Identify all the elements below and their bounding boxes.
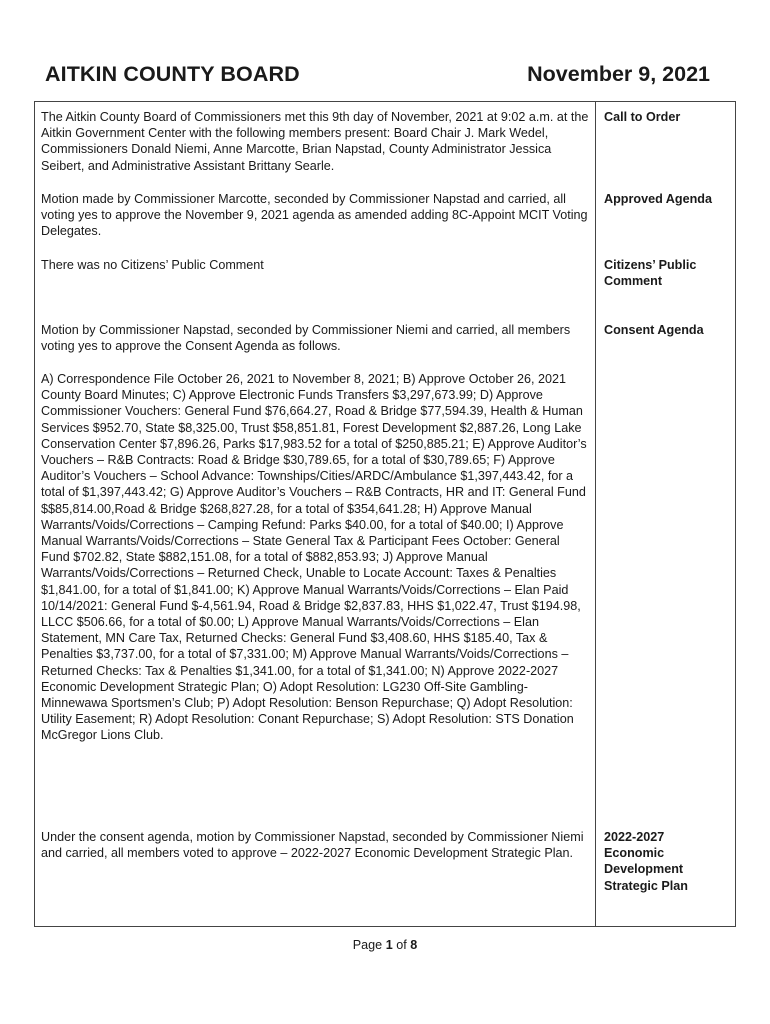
column-divider xyxy=(595,102,596,926)
meeting-date: November 9, 2021 xyxy=(527,62,710,86)
section-heading: Citizens’ Public Comment xyxy=(604,258,697,289)
page-footer xyxy=(0,938,770,952)
page-label: Page xyxy=(352,938,383,952)
minutes-text: Motion by Commissioner Napstad, seconded by Commissioner Niemi and carried, all members voting yes to approve the Consent Agenda as follows. xyxy=(41,323,571,354)
section-heading: Approved Agenda xyxy=(604,192,712,206)
section-heading: 2022-2027 Economic Development Strategic Plan xyxy=(604,830,688,893)
section-heading: Consent Agenda xyxy=(604,323,704,337)
section-heading: Call to Order xyxy=(604,110,681,124)
minutes-text: Under the consent agenda, motion by Commissioner Napstad, seconded by Commissioner Niemi and carried, all members voted to approve – 2022-2027 Economic Development Strategic Plan. xyxy=(41,830,584,861)
page-total: 8 xyxy=(410,938,418,952)
board-name: AITKIN COUNTY BOARD xyxy=(45,62,300,86)
minutes-text: Motion made by Commissioner Marcotte, seconded by Commissioner Napstad and carried, all voting yes to approve the November 9, 2021 agenda as amended adding 8C-Appoint MCIT Voting Delegates. xyxy=(41,192,588,239)
of-label: of xyxy=(396,938,407,952)
minutes-text: A) Correspondence File October 26, 2021 to November 8, 2021; B) Approve October 26, 2021 County Board Minutes; C) Approve Electronic Funds Transfers $3,297,673.99; D) Approve Commissioner Vouchers: General Fund $76,664.27, Road & Bridge $77,594.39, Health & Human Services $952.70, State $8,325.00, Trust $58,851.81, Forest Development $2,887.26, Long Lake Conservation Center $7,896.26, Parks $17,983.52 for a total of $250,885.21; E) Approve Auditor’s Vouchers – R&B Contracts: Road & Bridge $30,789.65, for a total of $30,789.65; F) Approve Auditor’s Vouchers – School Advance: Townships/Cities/ARDC/Ambulance $1,397,443.42, for a total of $1,397,443.42; G) Approve Auditor’s Vouchers – R&B Contracts, HR and IT: General Fund $$85,814.00,Road & Bridge $268,827.28, for a total of $354,641.28; H) Approve Manual Warrants/Voids/Corrections – Camping Refund: Parks $40.00, for a total of $40.00; I) Approve Manual Warrants/Voids/Corrections – State General Tax & Participant Fees October: General Fund $702.82, State $882,151.08, for a total of $882,853.93; J) Approve Manual Warrants/Voids/Corrections – Returned Check, Unable to Locate Account: Taxes & Penalties $1,841.00, for a total of $1,841.00; K) Approve Manual Warrants/Voids/Corrections – Elan Paid 10/14/2021: General Fund $-4,561.94, Road & Bridge $2,837.83, HHS $1,022.47, Trust $194.98, LLCC $506.66, for a total of $0.00; L) Approve Manual Warrants/Voids/Corrections – Elan Statement, MN Care Tax, Returned Checks: General Fund $3,408.60, HHS $185.40, Tax & Penalties $3,737.00, for a total of $7,331.00; M) Approve Manual Warrants/Voids/Corrections – Returned Checks: Tax & Penalties $1,341.00, for a total of $1,341.00; N) Approve 2022-2027 Economic Development Strategic Plan; O) Adopt Resolution: LG230 Off-Site Gambling-Minnewawa Sportsmen’s Club; P) Adopt Resolution: Benson Repurchase; Q) Adopt Resolution: Utility Easement; R) Adopt Resolution: Conant Repurchase; S) Adopt Resolution: STS Donation McGregor Lions Club. xyxy=(41,372,587,743)
minutes-table xyxy=(34,101,736,927)
page-number: 1 xyxy=(385,938,393,952)
minutes-text: The Aitkin County Board of Commissioners met this 9th day of November, 2021 at 9:02 a.m. at the Aitkin Government Center with the following members present: Board Chair J. Mark Wedel, Commissioners Donald Niemi, Anne Marcotte, Brian Napstad, County Administrator Jessica Seibert, and Administrative Assistant Brittany Searle. xyxy=(41,110,589,173)
minutes-text: There was no Citizens’ Public Comment xyxy=(41,258,264,272)
page-header xyxy=(45,62,710,92)
